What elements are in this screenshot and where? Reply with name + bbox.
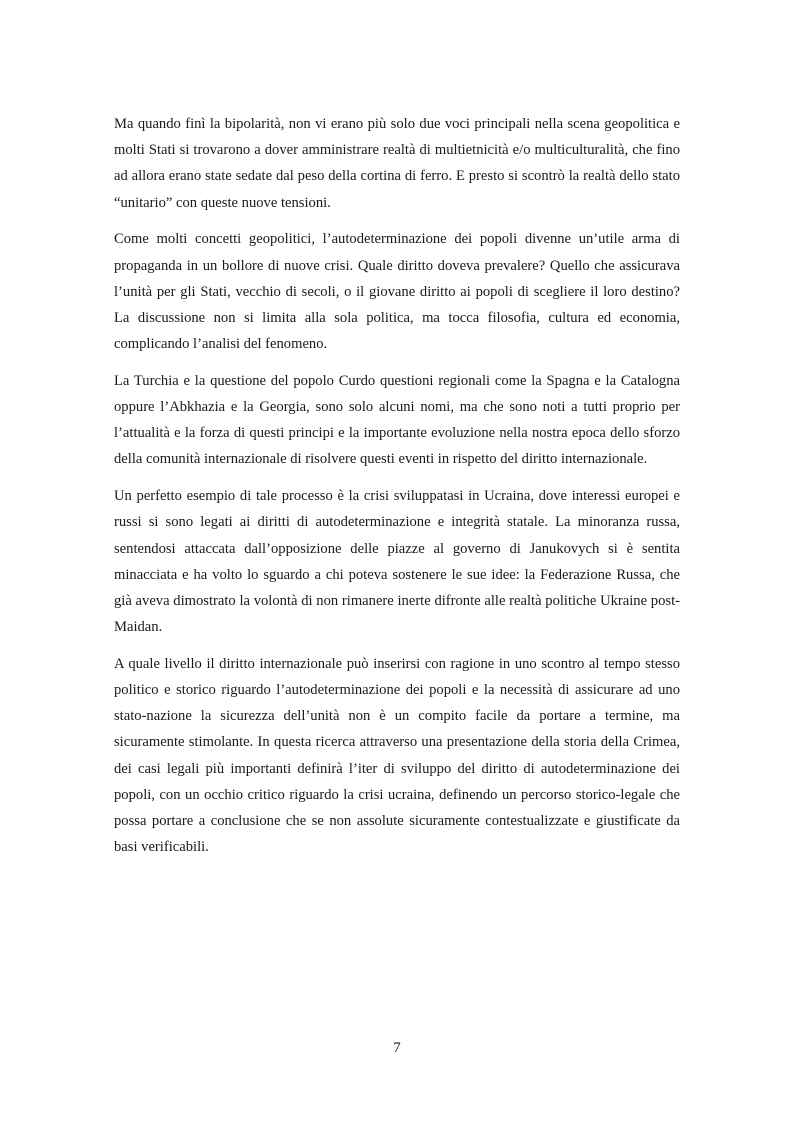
paragraph-1: Ma quando finì la bipolarità, non vi erano più solo due voci principali nella scena geopolitica e molti Stati si trovarono a dover amministrare realtà di multietnicità e/o multiculturalità, che fino ad allora erano state sedate dal peso della cortina di ferro. E presto si scontrò la realtà dello stato “unitario” con queste nuove tensioni.: [114, 116, 680, 211]
page-number: 7: [393, 1040, 401, 1056]
body-text: [114, 111, 680, 871]
paragraph-4: Un perfetto esempio di tale processo è la crisi sviluppatasi in Ucraina, dove interessi europei e russi si sono legati ai diritti di autodeterminazione e integrità statale. La minoranza russa, sentendosi attaccata dall’opposizione delle piazze al governo di Janukovych si è sentita minacciata e ha volto lo sguardo a chi poteva sostenere le sue idee: la Federazione Russa, che già aveva dimostrato la volontà di non rimanere inerte difronte alle realtà politiche Ukraine post-Maidan.: [114, 488, 680, 636]
paragraph-5: A quale livello il diritto internazionale può inserirsi con ragione in uno scontro al tempo stesso politico e storico riguardo l’autodeterminazione dei popoli e la necessità di assicurare ad uno stato-nazione la sicurezza dell’unità non è un compito facile da portare a termine, ma sicuramente stimolante. In questa ricerca attraverso una presentazione della storia della Crimea, dei casi legali più importanti definirà l’iter di sviluppo del diritto di autodeterminazione dei popoli, con un occhio critico riguardo la crisi ucraina, definendo un percorso storico-legale che possa portare a conclusione che se non assolute sicuramente contestualizzate e giustificate da basi verificabili.: [114, 655, 680, 856]
paragraph-2: Come molti concetti geopolitici, l’autodeterminazione dei popoli divenne un’utile arma di propaganda in un bollore di nuove crisi. Quale diritto doveva prevalere? Quello che assicurava l’unità per gli Stati, vecchio di secoli, o il giovane diritto ai popoli di scegliere il loro destino? La discussione non si limita alla sola politica, ma tocca filosofia, cultura ed economia, complicando l’analisi del fenomeno.: [114, 231, 680, 353]
paragraph-3: La Turchia e la questione del popolo Curdo questioni regionali come la Spagna e la Catalogna oppure l’Abkhazia e la Georgia, sono solo alcuni nomi, ma che sono noti a tutti proprio per l’attualità e la forza di questi principi e la importante evoluzione nella nostra epoca dello sforzo della comunità internazionale di risolvere questi eventi in rispetto del diritto internazionale.: [114, 372, 680, 468]
